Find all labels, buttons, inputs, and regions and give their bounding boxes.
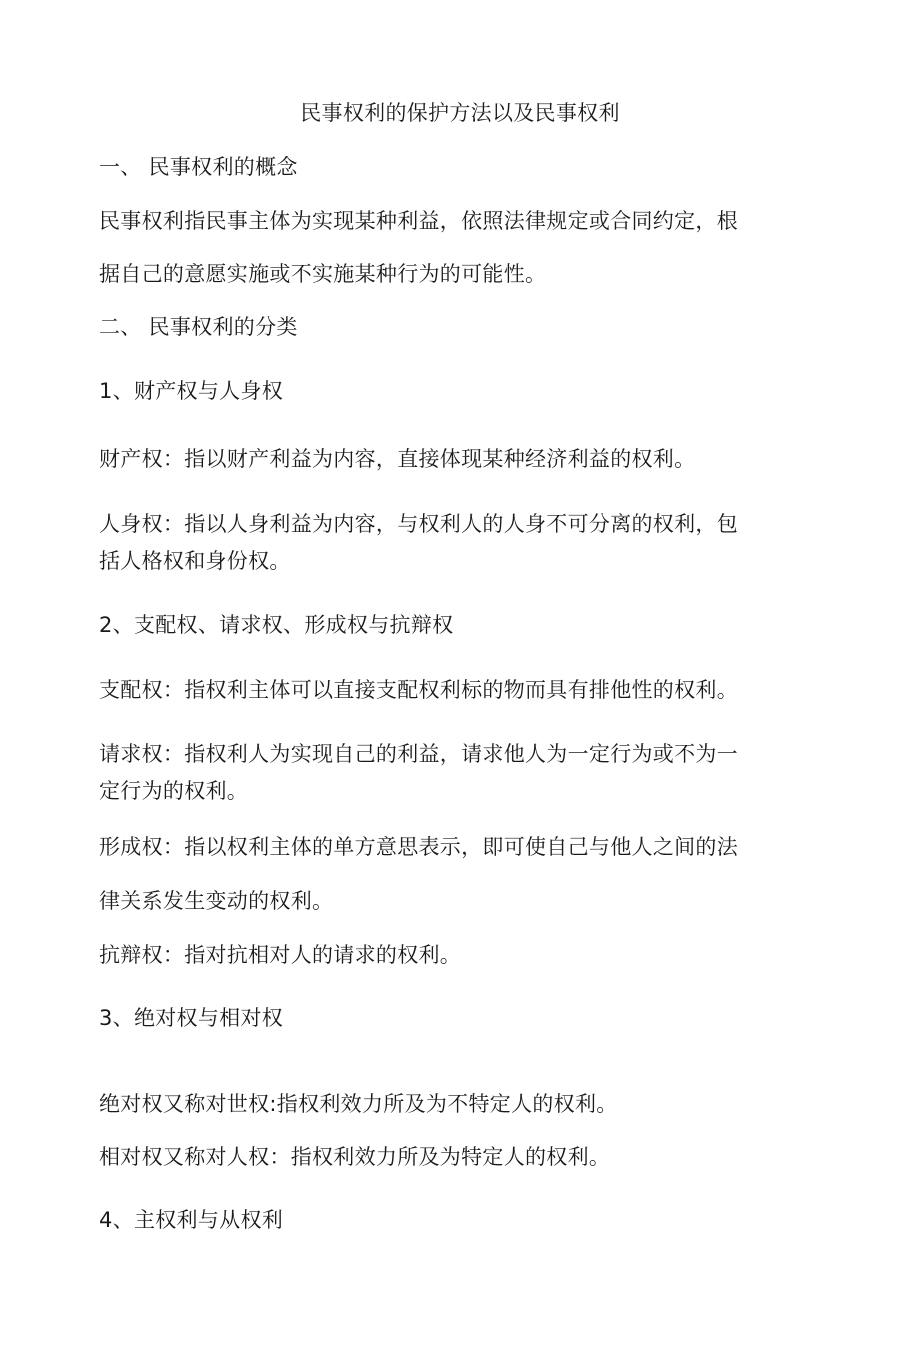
paragraph-line: 据自己的意愿实施或不实施某种行为的可能性。 bbox=[99, 262, 547, 286]
paragraph-line: 相对权又称对人权：指权利效力所及为特定人的权利。 bbox=[99, 1145, 611, 1169]
subheading-principal-accessory: 4、主权利与从权利 bbox=[99, 1208, 284, 1232]
subheading-rights-types: 2、支配权、请求权、形成权与抗辩权 bbox=[99, 613, 454, 637]
paragraph-line: 请求权：指权利人为实现自己的利益，请求他人为一定行为或不为一 bbox=[99, 742, 738, 766]
paragraph-line: 律关系发生变动的权利。 bbox=[99, 889, 334, 913]
paragraph-line: 民事权利指民事主体为实现某种利益，依照法律规定或合同约定，根 bbox=[99, 209, 738, 233]
section-heading-classification: 二、 民事权利的分类 bbox=[99, 315, 298, 339]
paragraph-line: 抗辩权：指对抗相对人的请求的权利。 bbox=[99, 943, 462, 967]
paragraph-line: 支配权：指权利主体可以直接支配权利标的物而具有排他性的权利。 bbox=[99, 678, 738, 702]
document-title: 民事权利的保护方法以及民事权利 bbox=[300, 101, 620, 125]
subheading-property-personal: 1、财产权与人身权 bbox=[99, 379, 284, 403]
paragraph-line: 人身权：指以人身利益为内容，与权利人的人身不可分离的权利，包 bbox=[99, 512, 738, 536]
paragraph-line: 财产权：指以财产利益为内容，直接体现某种经济利益的权利。 bbox=[99, 447, 696, 471]
paragraph-line: 括人格权和身份权。 bbox=[99, 549, 291, 573]
subheading-absolute-relative: 3、绝对权与相对权 bbox=[99, 1006, 284, 1030]
paragraph-line: 定行为的权利。 bbox=[99, 779, 249, 803]
paragraph-line: 绝对权又称对世权:指权利效力所及为不特定人的权利。 bbox=[99, 1092, 618, 1116]
paragraph-line: 形成权：指以权利主体的单方意思表示，即可使自己与他人之间的法 bbox=[99, 835, 738, 859]
section-heading-concept: 一、 民事权利的概念 bbox=[99, 155, 298, 179]
